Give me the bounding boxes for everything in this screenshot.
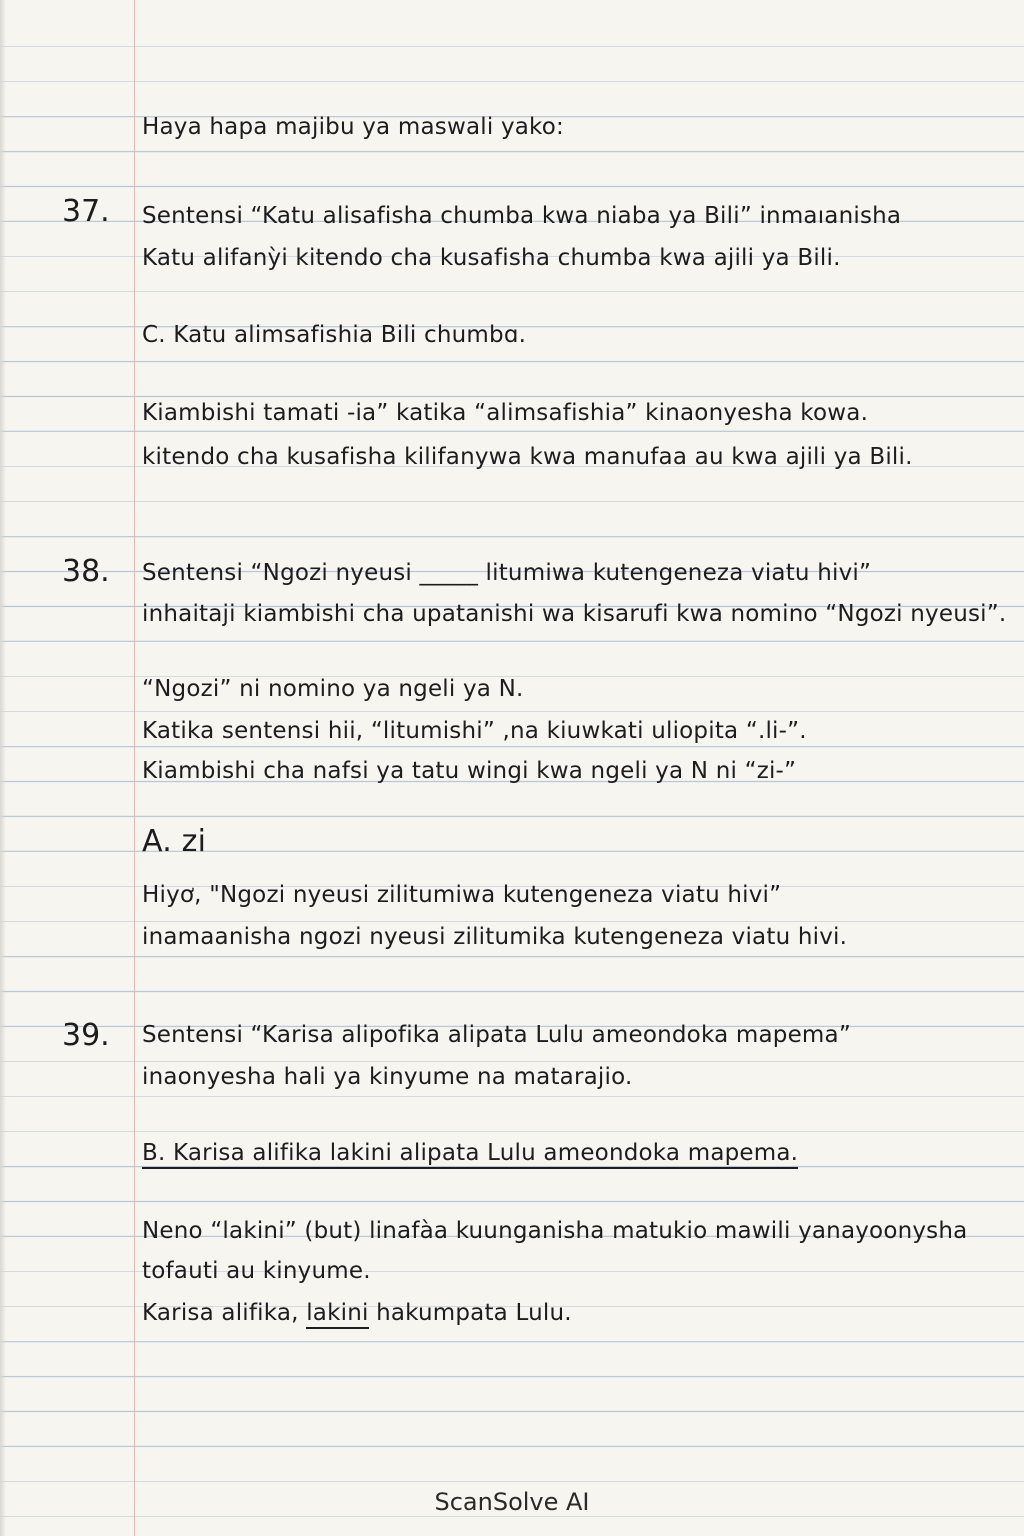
q38-note-line-3: Kiambishi cha nafsi ya tatu wingi kwa ngeli ya N ni “zi-” [142,758,797,784]
question-number-37: 37. [62,194,110,229]
q38-explanation-line-2: inamaanisha ngozi nyeusi zilitumika kutengeneza viatu hivi. [142,924,848,950]
q39-answer [142,1140,798,1166]
question-number-38: 38. [62,554,110,589]
q39-expl3-after: hakumpata Lulu. [368,1300,572,1326]
q38-note-line-2: Katika sentensi hii, “litumishi” ,na kiuwkati uliopita “.li-”. [142,718,807,744]
q39-expl3-before: Karisa alifika, [142,1300,307,1326]
margin-line [134,0,135,1536]
intro-text: Haya hapa majibu ya maswali yako: [142,114,564,140]
q38-statement-line-1: Sentensi “Ngozi nyeusi _____ litumiwa kutengeneza viatu hivi” [142,560,872,586]
q39-statement-line-2: inaonyesha hali ya kinyume na matarajio. [142,1064,633,1090]
paper-edge-shadow [0,0,6,1536]
q39-statement-line-1: Sentensi “Karisa alipofika alipata Lulu ameondoka mapema” [142,1022,851,1048]
q38-statement-line-2: inhaitaji kiambishi cha upatanishi wa kisarufi kwa nomino “Ngozi nyeusi”. [142,601,1007,627]
question-number-39: 39. [62,1018,110,1053]
q37-explanation-line-1: Kiambishi tamati -ia” katika “alimsafishia” kinaonyesha kowa. [142,400,869,426]
footer-watermark: ScanSolve AI [434,1488,590,1516]
q37-answer: C. Katu alimsafishia Bili chumbɑ. [142,322,527,348]
q39-answer-underlined-text: B. Karisa alifika lakini alipata Lulu ameondoka mapema. [142,1140,798,1169]
q39-explanation-line-1: Neno “lakini” (but) linafàa kuunganisha matukio mawili yanayoonysha [142,1218,968,1244]
q38-note-line-1: “Ngozi” ni nomino ya ngeli ya N. [142,676,524,702]
q38-explanation-line-1: Hiyơ, "Ngozi nyeusi zilitumiwa kutengeneza viatu hivi” [142,882,782,908]
q39-explanation-line-3 [142,1300,572,1326]
q37-statement-line-1: Sentensi “Katu alisafisha chumba kwa niaba ya Bili” inmaıanisha [142,203,902,229]
q37-explanation-line-2: kitendo cha kusafisha kilifanywa kwa manufaa au kwa ajili ya Bili. [142,444,913,470]
q38-answer: A. zi [142,824,207,859]
q39-expl3-underlined-word: lakini [306,1300,368,1329]
q39-explanation-line-2: tofauti au kinyume. [142,1258,371,1284]
q37-statement-line-2: Katu alifanỳi kitendo cha kusafisha chumba kwa ajili ya Bili. [142,245,841,271]
